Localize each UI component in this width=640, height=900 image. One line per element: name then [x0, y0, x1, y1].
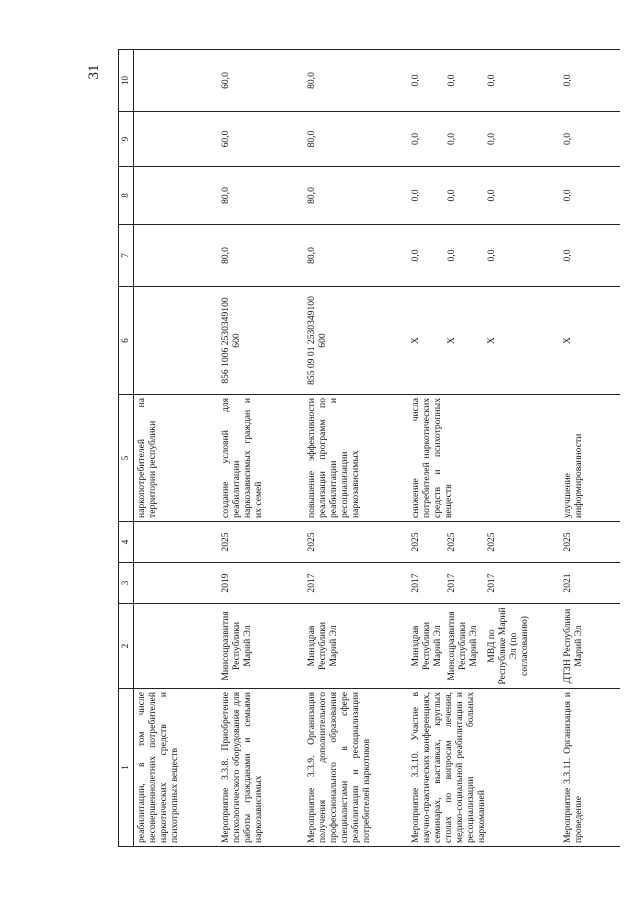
result-cell: улучшение информированности — [560, 395, 620, 522]
value-cell: 0,0 — [560, 167, 620, 225]
value-line: 0,0 — [485, 249, 497, 262]
header-cell: 8 — [119, 167, 134, 225]
header-cell: 1 — [119, 689, 134, 847]
activity-cell: Мероприятие 3.3.8. Приобретение психологического оборудования для работы гражданами и семьями наркозависимых — [218, 689, 304, 847]
year-line: 2025 — [409, 532, 421, 552]
value-line: 0,0 — [485, 189, 497, 202]
end-year-cell — [408, 522, 560, 563]
year-line: 2017 — [485, 573, 497, 593]
value-cell — [408, 50, 560, 112]
page-number: 31 — [86, 64, 102, 80]
value-line: 0,0 — [409, 189, 421, 202]
rotated-table-container — [118, 50, 640, 847]
result-cell: создание условий для реабилитации наркозависимых граждан и их семей — [218, 395, 304, 522]
executor-line: Минсоцразвития Республики Марий Эл — [445, 611, 479, 681]
value-cell: 80,0 — [304, 225, 408, 287]
result-cell: повышение эффективности реализации программ по реабилитации и ресоциализации наркозависимых — [304, 395, 408, 522]
budget-code-cell: 855 09 01 2530349100 600 — [304, 287, 408, 395]
start-year-cell: 2021 — [560, 563, 620, 604]
executor-cell — [134, 604, 218, 689]
value-cell — [134, 167, 218, 225]
end-year-cell — [134, 522, 218, 563]
value-line: 0,0 — [485, 74, 497, 87]
start-year-cell: 2019 — [218, 563, 304, 604]
activity-cell: Мероприятие 3.3.9. Организация получения дополнительного профессионального образования специалистами в сфере реабилитации и ресоциализации потребителей наркотиков — [304, 689, 408, 847]
value-line: 0,0 — [445, 249, 457, 262]
header-cell: 2 — [119, 604, 134, 689]
year-line: 2025 — [445, 532, 457, 552]
budget-code-cell: X — [560, 287, 620, 395]
executor-cell: ДТЗН Республики Марий Эл — [560, 604, 620, 689]
activity-cell: Мероприятие 3.3.10. Участие в научно-практических конференциях, семинарах, выставках, круглых столах по вопросам лечения, медико-социальной реабилитации и ресоциализации больных наркоманией — [408, 689, 560, 847]
value-line: 0,0 — [409, 249, 421, 262]
start-year-cell — [134, 563, 218, 604]
executor-cell — [408, 604, 560, 689]
value-cell: 80,0 — [304, 167, 408, 225]
value-cell: 80,0 — [218, 167, 304, 225]
start-year-cell — [408, 563, 560, 604]
value-cell — [134, 112, 218, 167]
value-cell: 0,0 — [560, 50, 620, 112]
value-cell — [408, 225, 560, 287]
executor-cell: Минсоцразвития Республики Марий Эл — [218, 604, 304, 689]
end-year-cell: 2025 — [218, 522, 304, 563]
value-cell: 60,0 — [218, 50, 304, 112]
header-cell: 10 — [119, 50, 134, 112]
table-header-row — [119, 50, 134, 847]
result-cell: наркопотребителей на территории республики — [134, 395, 218, 522]
activity-cell: Мероприятие 3.3.11. Организация и проведение — [560, 689, 620, 847]
header-cell: 9 — [119, 112, 134, 167]
budget-code-cell — [134, 287, 218, 395]
header-cell: 4 — [119, 522, 134, 563]
code-line: X — [485, 337, 497, 344]
value-cell: 80,0 — [304, 112, 408, 167]
executor-line: Минздрав Республики Марий Эл — [409, 621, 443, 671]
value-line: 0,0 — [409, 133, 421, 145]
value-cell: 80,0 — [218, 225, 304, 287]
value-line: 0,0 — [445, 189, 457, 202]
budget-code-cell: 856 1006 2530349100 600 — [218, 287, 304, 395]
table-row — [134, 50, 218, 847]
table-row — [560, 50, 620, 847]
code-line: X — [445, 337, 457, 344]
budget-code-cell — [408, 287, 560, 395]
value-cell: 0,0 — [560, 112, 620, 167]
program-activities-table — [118, 49, 620, 847]
start-year-cell: 2017 — [304, 563, 408, 604]
header-cell: 6 — [119, 287, 134, 395]
value-cell — [134, 50, 218, 112]
table-row — [304, 50, 408, 847]
year-line: 2017 — [409, 573, 421, 593]
result-cell: снижение числа потребителей наркотических средств и психотропных веществ — [408, 395, 560, 522]
value-line: 0,0 — [409, 74, 421, 87]
value-cell — [134, 225, 218, 287]
table-row — [218, 50, 304, 847]
value-cell: 60,0 — [218, 112, 304, 167]
header-cell: 7 — [119, 225, 134, 287]
value-cell: 80,0 — [304, 50, 408, 112]
value-line: 0,0 — [485, 133, 497, 145]
value-cell — [408, 112, 560, 167]
executor-cell: Минздрав Республики Марий Эл — [304, 604, 408, 689]
end-year-cell: 2025 — [304, 522, 408, 563]
code-line: X — [409, 337, 421, 344]
year-line: 2025 — [485, 532, 497, 552]
executor-line: МВД по Республике Марий Эл (по согласованию) — [485, 607, 530, 685]
header-cell: 3 — [119, 563, 134, 604]
value-cell: 0,0 — [560, 225, 620, 287]
table-row — [408, 50, 560, 847]
activity-cell: реабилитации, в том числе несовершеннолетних потребителей наркотических средств и психотропных веществ — [134, 689, 218, 847]
value-line: 0,0 — [445, 133, 457, 145]
header-cell: 5 — [119, 395, 134, 522]
end-year-cell: 2025 — [560, 522, 620, 563]
value-line: 0,0 — [445, 74, 457, 87]
year-line: 2017 — [445, 573, 457, 593]
value-cell — [408, 167, 560, 225]
